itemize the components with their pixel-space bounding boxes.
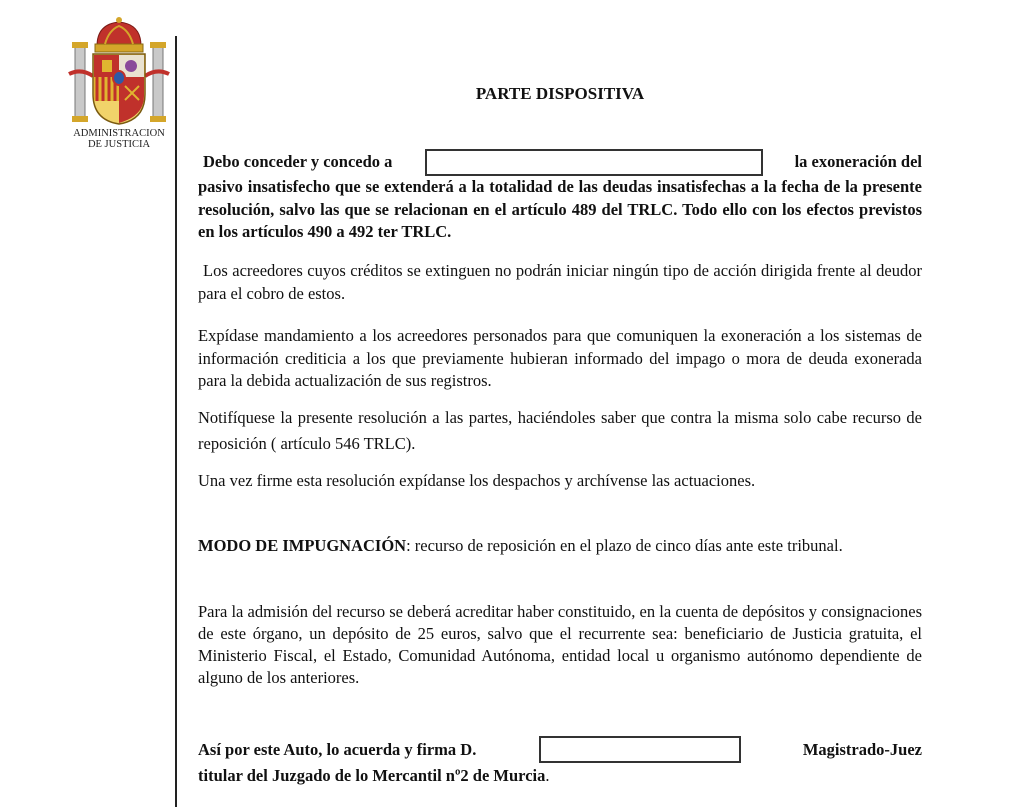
paragraph-creditors: [198, 260, 922, 305]
concession-after-redaction: la exoneración del: [794, 152, 922, 172]
signature-line2: titular del Juzgado de lo Mercantil nº2 de Murcia: [198, 766, 546, 785]
paragraph-notification: [198, 405, 922, 457]
challenge-mode-text: : recurso de reposición en el plazo de cinco días ante este tribunal.: [406, 536, 843, 555]
paragraph-concession-first-line: [198, 149, 922, 176]
redacted-name-box: [425, 149, 763, 176]
logo-caption-line2: DE JUSTICIA: [87, 139, 151, 150]
signature-part1: Así por este Auto, lo acuerda y firma D.: [198, 739, 477, 759]
paragraph-firm: Una vez firme esta resolución expídanse los despachos y archívense las actuaciones.: [198, 471, 756, 490]
signature-end: .: [545, 766, 550, 785]
signature-second-line: [198, 763, 922, 789]
redacted-judge-name-box: [539, 736, 741, 763]
margin-divider: [175, 36, 177, 807]
paragraph-mandate: Expídase mandamiento a los acreedores personados para que comuniquen la exoneración a los sistemas de información crediticia a los que previamente hubieran informado del impago o mora de deuda exonerada para la debida actualización de sus registros.: [198, 326, 922, 390]
paragraph-deposit: Para la admisión del recurso se deberá acreditar haber constituido, en la cuenta de depósitos y consignaciones de este órgano, un depósito de 25 euros, salvo que el recurrente sea: beneficiario de Justicia gratuita, el Ministerio Fiscal, el Estado, Comunidad Autónoma, entidad local u organismo autónomo dependiente de alguno de los anteriores.: [198, 602, 922, 687]
paragraph-signature: [198, 736, 922, 789]
paragraph-concession: [198, 149, 922, 244]
signature-first-line: [198, 736, 922, 763]
concession-intro: Debo conceder y concedo a: [203, 152, 393, 172]
spanish-coat-of-arms-icon: [67, 16, 171, 128]
notification-text: Notifíquese la presente resolución a las partes, haciéndoles saber que contra la misma solo cabe recurso de reposición ( artículo 546 TRLC).: [198, 408, 922, 453]
coat-of-arms-logo: [62, 16, 176, 150]
logo-caption-line1: ADMINISTRACION: [73, 128, 165, 139]
paragraph-challenge-mode: [198, 535, 922, 558]
signature-part2: Magistrado-Juez: [802, 739, 922, 759]
challenge-mode-label: MODO DE IMPUGNACIÓN: [198, 536, 407, 555]
logo-caption: [62, 128, 176, 150]
concession-rest: pasivo insatisfecho que se extenderá a la totalidad de las deudas insatisfechas a la fecha de la presente resolución, salvo las que se relacionan en el artículo 489 del TRLC. Todo ello con los efectos previstos en los artículos 490 a 492 ter TRLC.: [198, 177, 922, 241]
creditors-text: Los acreedores cuyos créditos se extinguen no podrán iniciar ningún tipo de acción dirigida frente al deudor para el cobro de estos.: [198, 261, 922, 303]
document-title: PARTE DISPOSITIVA: [475, 84, 645, 103]
